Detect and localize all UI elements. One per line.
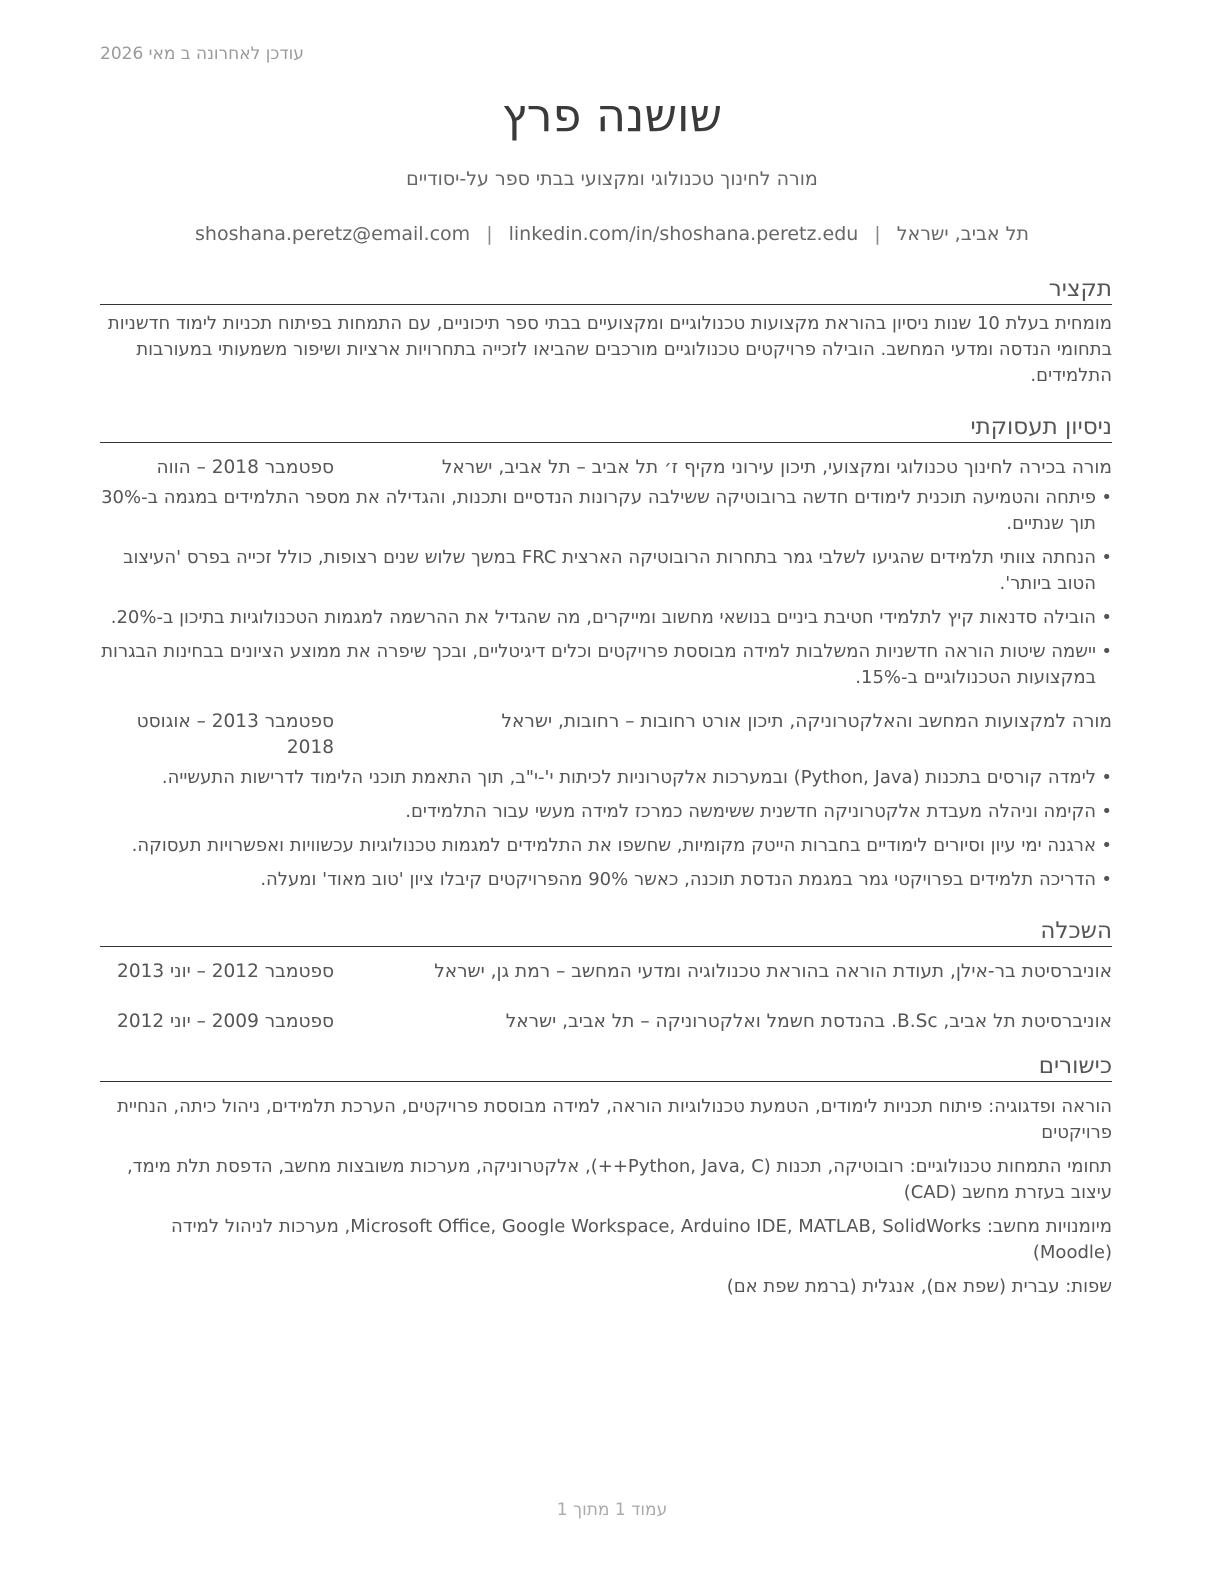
job-bullets [100,485,1112,691]
skill-line: תחומי התמחות טכנולוגיים: רובוטיקה, תכנות (Python, Java, C++), אלקטרוניקה, מערכות משובצות מחשב, הדפסת תלת מימד, עיצוב בעזרת מחשב (CAD) [126,1156,1112,1203]
list-item: • פיתחה והטמיעה תוכנית לימודים חדשה ברובוטיקה ששילבה עקרונות הנדסיים ותכנות, והגדילה את מספר התלמידים במגמה ב-30% תוך שנתיים. [100,485,1112,537]
summary-text: מומחית בעלת 10 שנות ניסיון בהוראת מקצועות טכנולוגיים ומקצועיים בבתי ספר תיכוניים, עם התמחות בפיתוח תכניות לימוד חדשניות בתחומי הנדסה ומדעי המחשב. הובילה פרויקטים טכנולוגיים מורכבים שהביאו לזכייה בתחרויות ארציות ושיפור משמעותי במעורבות התלמידים. [107,313,1112,386]
job-bullets [100,765,1112,893]
summary-section [100,276,1112,389]
list-item: • הובילה סדנאות קיץ לתלמידי חטיבת ביניים בנושאי מחשוב ומייקרים, מה שהגדיל את ההרשמה למגמות הטכנולוגיות בתיכון ב-20%. [100,605,1112,631]
skill-line: הוראה ופדגוגיה: פיתוח תכניות לימודים, הטמעת טכנולוגיות הוראה, למידה מבוססת פרויקטים, הערכת תלמידים, ניהול כיתה, הנחיית פרויקטים [117,1096,1112,1143]
location: תל אביב, ישראל [896,223,1029,245]
skills-section [100,1053,1112,1308]
section-title: תקציר [100,276,1112,305]
linkedin-link[interactable]: linkedin.com/in/shoshana.peretz.edu [508,223,859,245]
section-title: השכלה [100,918,1112,947]
list-item: • לימדה קורסים בתכנות (Python, Java) ובמערכות אלקטרוניות לכיתות י'-י"ב, תוך התאמת תוכני הלימוד לדרישות התעשייה. [100,765,1112,791]
email-link[interactable]: shoshana.peretz@email.com [195,223,471,245]
job-entry [100,455,1112,691]
separator: | [874,223,881,245]
education-dates: ספטמבר 2009 – יוני 2012 [117,1011,334,1032]
experience-section [100,414,1112,901]
education-dates: ספטמבר 2012 – יוני 2013 [117,961,334,982]
education-text: אוניברסיטת תל אביב, B.Sc. בהנדסת חשמל ואלקטרוניקה – תל אביב, ישראל [505,1011,1112,1032]
section-title: כישורים [100,1053,1112,1082]
separator: | [486,223,493,245]
candidate-name: שושנה פרץ [501,88,723,142]
list-item: • ארגנה ימי עיון וסיורים לימודיים בחברות הייטק מקומיות, שחשפו את התלמידים למגמות טכנולוגיות עכשוויות ואפשרויות תעסוקה. [100,833,1112,859]
list-item: • הדריכה תלמידים בפרויקטי גמר במגמת הנדסת תוכנה, כאשר 90% מהפרויקטים קיבלו ציון 'טוב מאוד' ומעלה. [100,867,1112,893]
list-item: • יישמה שיטות הוראה חדשניות המשלבות למידה מבוססת פרויקטים וכלים דיגיטליים, ובכך שיפרה את ממוצע הציונים בבחינות הבגרות במקצועות הטכנולוגיים ב-15%. [100,639,1112,691]
education-text: אוניברסיטת בר-אילן, תעודת הוראה בהוראת טכנולוגיה ומדעי המחשב – רמת גן, ישראל [434,961,1112,982]
education-section [100,918,1112,1035]
job-dates: ספטמבר 2018 – הווה [156,457,334,478]
job-title: מורה לחינוך טכנולוגי ומקצועי בבתי ספר על-יסודיים [406,168,818,190]
page-number: עמוד 1 מתוך 1 [556,1500,668,1520]
contact-line [0,223,1224,245]
job-role: מורה בכירה לחינוך טכנולוגי ומקצועי, תיכון עירוני מקיף ז׳ תל אביב – תל אביב, ישראל [441,457,1112,478]
job-role: מורה למקצועות המחשב והאלקטרוניקה, תיכון אורט רחובות – רחובות, ישראל [501,711,1112,732]
skill-line: שפות: עברית (שפת אם), אנגלית (ברמת שפת אם) [726,1276,1112,1297]
skill-line: מיומנויות מחשב: Microsoft Office, Google Workspace, Arduino IDE, MATLAB, SolidWorks, מערכות לניהול למידה (Moodle) [171,1216,1112,1263]
section-title: ניסיון תעסוקתי [100,414,1112,443]
list-item: • הנחתה צוותי תלמידים שהגיעו לשלבי גמר בתחרות הרובוטיקה הארצית FRC במשך שלוש שנים רצופות, כולל זכייה בפרס 'העיצוב הטוב ביותר'. [100,545,1112,597]
job-dates: ספטמבר 2013 – אוגוסט 2018 [136,711,334,758]
job-entry [100,709,1112,893]
education-item [100,1009,1112,1035]
last-updated: עודכן לאחרונה ב מאי 2026 [100,44,304,64]
education-item [100,959,1112,985]
list-item: • הקימה וניהלה מעבדת אלקטרוניקה חדשנית ששימשה כמרכז למידה מעשי עבור התלמידים. [100,799,1112,825]
